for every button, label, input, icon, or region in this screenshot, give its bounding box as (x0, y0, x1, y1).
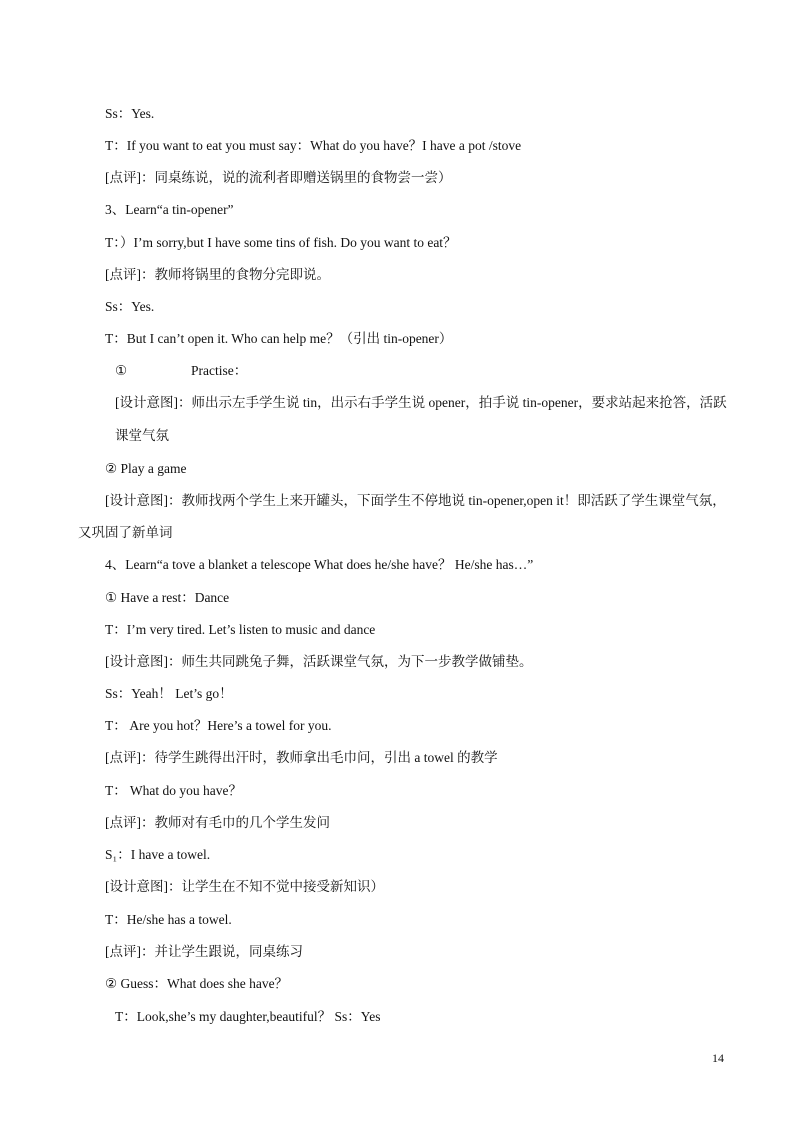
text-line-23: T： What do you have？ (105, 783, 242, 798)
text-line-18: T：I’m very tired. Let’s listen to music and dance (105, 622, 376, 637)
step-marker-1: ① (115, 363, 128, 378)
text-line-27: T：He/she has a towel. (105, 912, 232, 927)
text-line-21: T： Are you hot？Here’s a towel for you. (105, 718, 332, 733)
text-line-3: [点评]：同桌练说，说的流利者即赠送锅里的食物尝一尝） (105, 170, 452, 185)
text-line-12: 课堂气氛 (115, 428, 169, 443)
section-heading-4: 4、Learn“a tove a blanket a telescope What does he/she have？ He/she has…” (105, 557, 534, 572)
page-number: 14 (712, 1051, 724, 1065)
text-line-15: 又巩固了新单词 (78, 525, 173, 540)
text-line-24: [点评]：教师对有毛巾的几个学生发问 (105, 815, 330, 830)
text-line-2: T：If you want to eat you must say：What do you have？I have a pot /stove (105, 138, 522, 153)
text-line-1: Ss：Yes. (105, 106, 155, 121)
text-line-26: [设计意图]：让学生在不知不觉中接受新知识） (105, 879, 384, 894)
text-line-14: [设计意图]：教师找两个学生上来开罐头，下面学生不停地说 tin-opener,open it！即活跃了学生课堂气氛， (105, 493, 726, 508)
text-line-20: Ss：Yeah！ Let’s go！ (105, 686, 233, 701)
text-line-6: [点评]：教师将锅里的食物分完即说。 (105, 267, 330, 282)
text-line-30: T：Look,she’s my daughter,beautiful？ Ss：Yes (115, 1009, 381, 1024)
text-line-17: ① Have a rest：Dance (105, 590, 230, 605)
text-line-28: [点评]：并让学生跟说，同桌练习 (105, 944, 303, 959)
text-line-19: [设计意图]：师生共同跳兔子舞，活跃课堂气氛，为下一步教学做铺垫。 (105, 654, 533, 669)
text-line-22: [点评]：待学生跳得出汗时，教师拿出毛巾问，引出 a towel 的教学 (105, 750, 498, 765)
text-line-5: T：）I’m sorry,but I have some tins of fish. Do you want to eat？ (105, 235, 457, 250)
text-line-11: [设计意图]：师出示左手学生说 tin，出示右手学生说 opener，拍手说 tin-opener，要求站起来抢答，活跃 (115, 395, 727, 410)
text-line-8: T：But I can’t open it. Who can help me？（引出 tin-opener） (105, 331, 453, 346)
text-line-29: ② Guess：What does she have？ (105, 976, 289, 991)
text-line-13: ② Play a game (105, 461, 187, 476)
text-line-practise: Practise： (191, 363, 248, 378)
section-heading-3: 3、Learn“a tin-opener” (105, 202, 234, 217)
text-line-25: S₁：I have a towel. (105, 847, 211, 862)
text-line-7: Ss：Yes. (105, 299, 155, 314)
